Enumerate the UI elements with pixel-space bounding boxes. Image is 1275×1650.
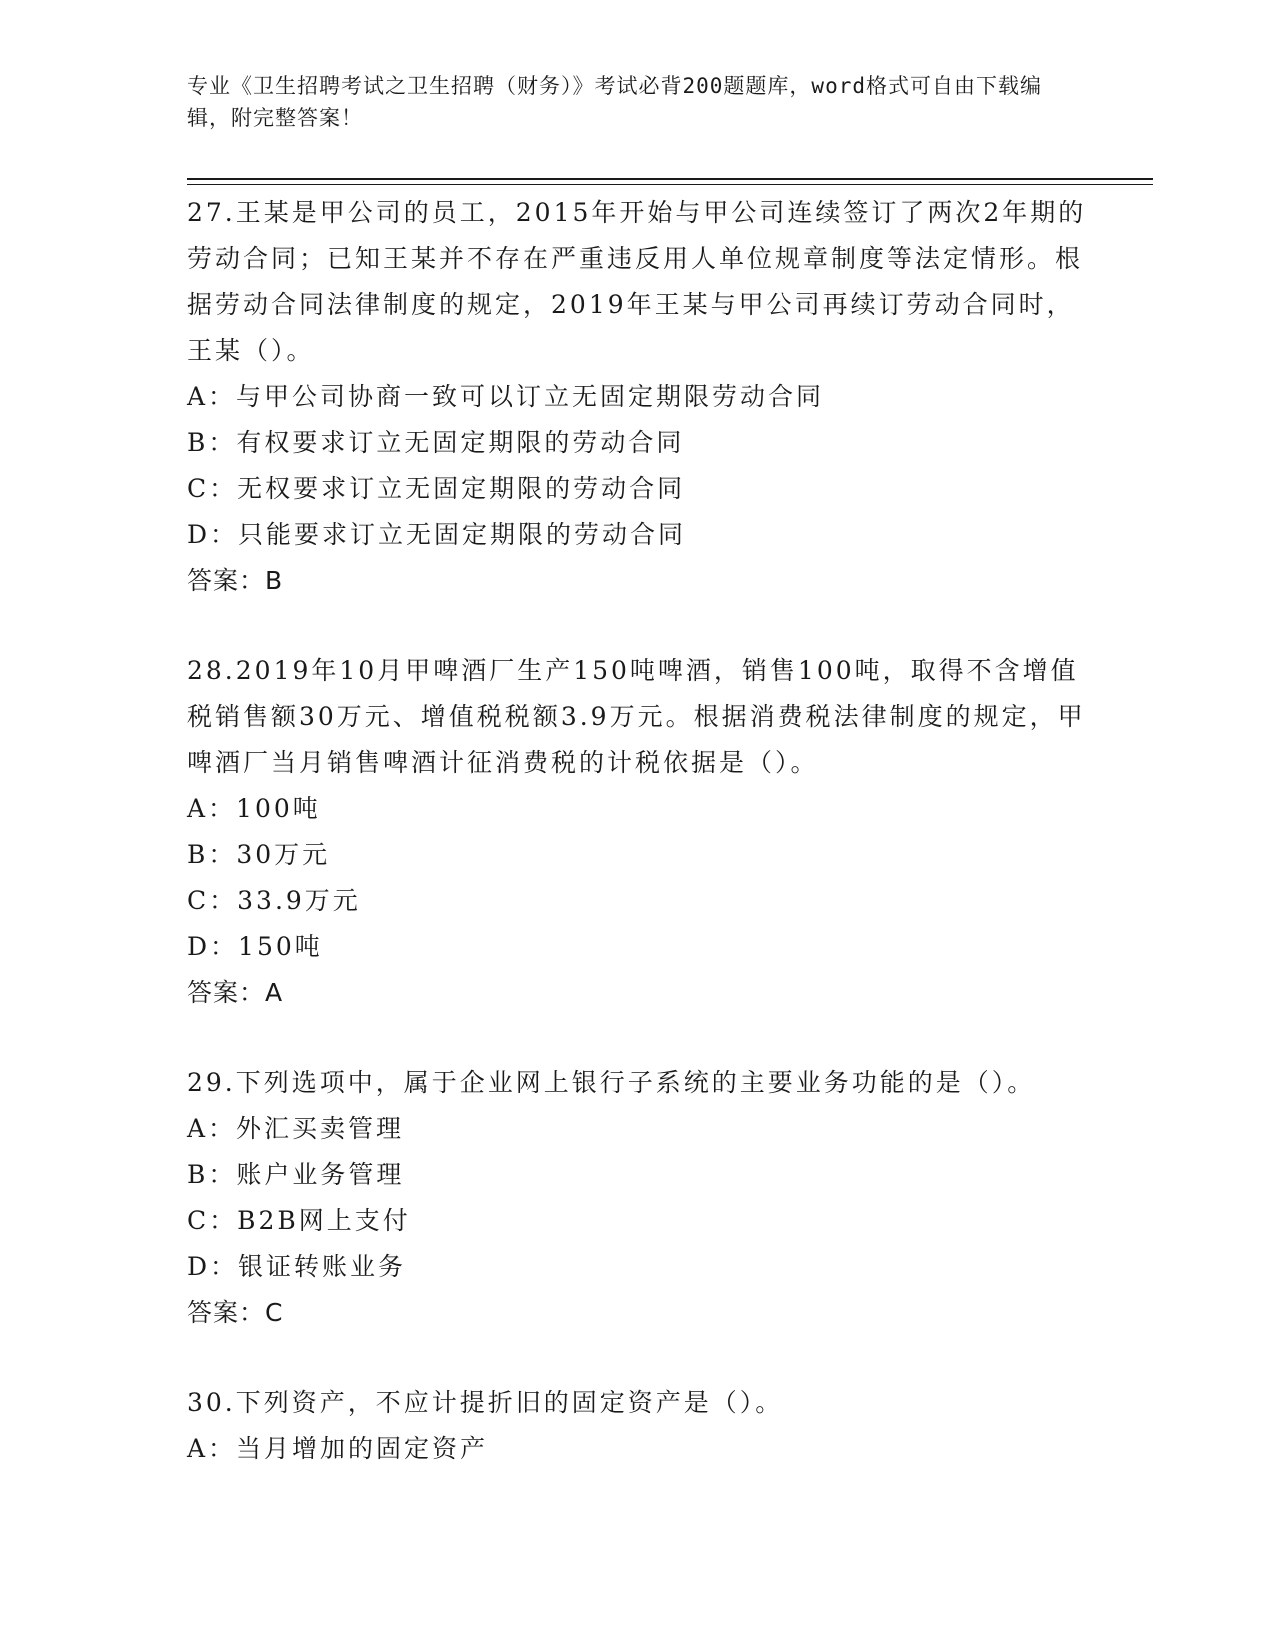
option-d: D：银证转账业务 [187, 1252, 407, 1281]
question-stem: 27.王某是甲公司的员工，2015年开始与甲公司连续签订了两次2年期的劳动合同；已知王某并不存在严重违反用人单位规章制度等法定情形。根据劳动合同法律制度的规定，2019年王某与甲公司再续订劳动合同时，王某（）。 [187, 198, 1087, 365]
option-d: D：只能要求订立无固定期限的劳动合同 [187, 520, 687, 549]
question-29 [187, 1060, 1087, 1336]
option-b: B：账户业务管理 [187, 1160, 405, 1189]
option-c: C：B2B网上支付 [187, 1206, 411, 1235]
option-a: A：外汇买卖管理 [187, 1114, 405, 1143]
question-stem: 30.下列资产，不应计提折旧的固定资产是（）。 [187, 1388, 784, 1417]
question-28 [187, 648, 1087, 1016]
answer-line: 答案：B [187, 566, 284, 595]
document-header: 专业《卫生招聘考试之卫生招聘（财务）》考试必背200题题库，word格式可自由下载编辑，附完整答案！ [187, 74, 1042, 130]
option-c: C：无权要求订立无固定期限的劳动合同 [187, 474, 686, 503]
question-30 [187, 1380, 1087, 1472]
answer-line: 答案：A [187, 978, 284, 1007]
header-divider-thick [187, 178, 1153, 180]
header-divider-thin [187, 184, 1153, 185]
question-list [187, 190, 1087, 1516]
question-stem: 28.2019年10月甲啤酒厂生产150吨啤酒，销售100吨，取得不含增值税销售额30万元、增值税税额3.9万元。根据消费税法律制度的规定，甲啤酒厂当月销售啤酒计征消费税的计税依据是（）。 [187, 656, 1086, 777]
option-c: C：33.9万元 [187, 886, 361, 915]
option-d: D：150吨 [187, 932, 323, 961]
option-b: B：30万元 [187, 840, 331, 869]
option-a: A：100吨 [187, 794, 321, 823]
answer-line: 答案：C [187, 1298, 284, 1327]
option-a: A：当月增加的固定资产 [187, 1434, 489, 1463]
option-a: A：与甲公司协商一致可以订立无固定期限劳动合同 [187, 382, 825, 411]
question-27 [187, 190, 1087, 604]
option-b: B：有权要求订立无固定期限的劳动合同 [187, 428, 685, 457]
question-stem: 29.下列选项中，属于企业网上银行子系统的主要业务功能的是（）。 [187, 1068, 1036, 1097]
